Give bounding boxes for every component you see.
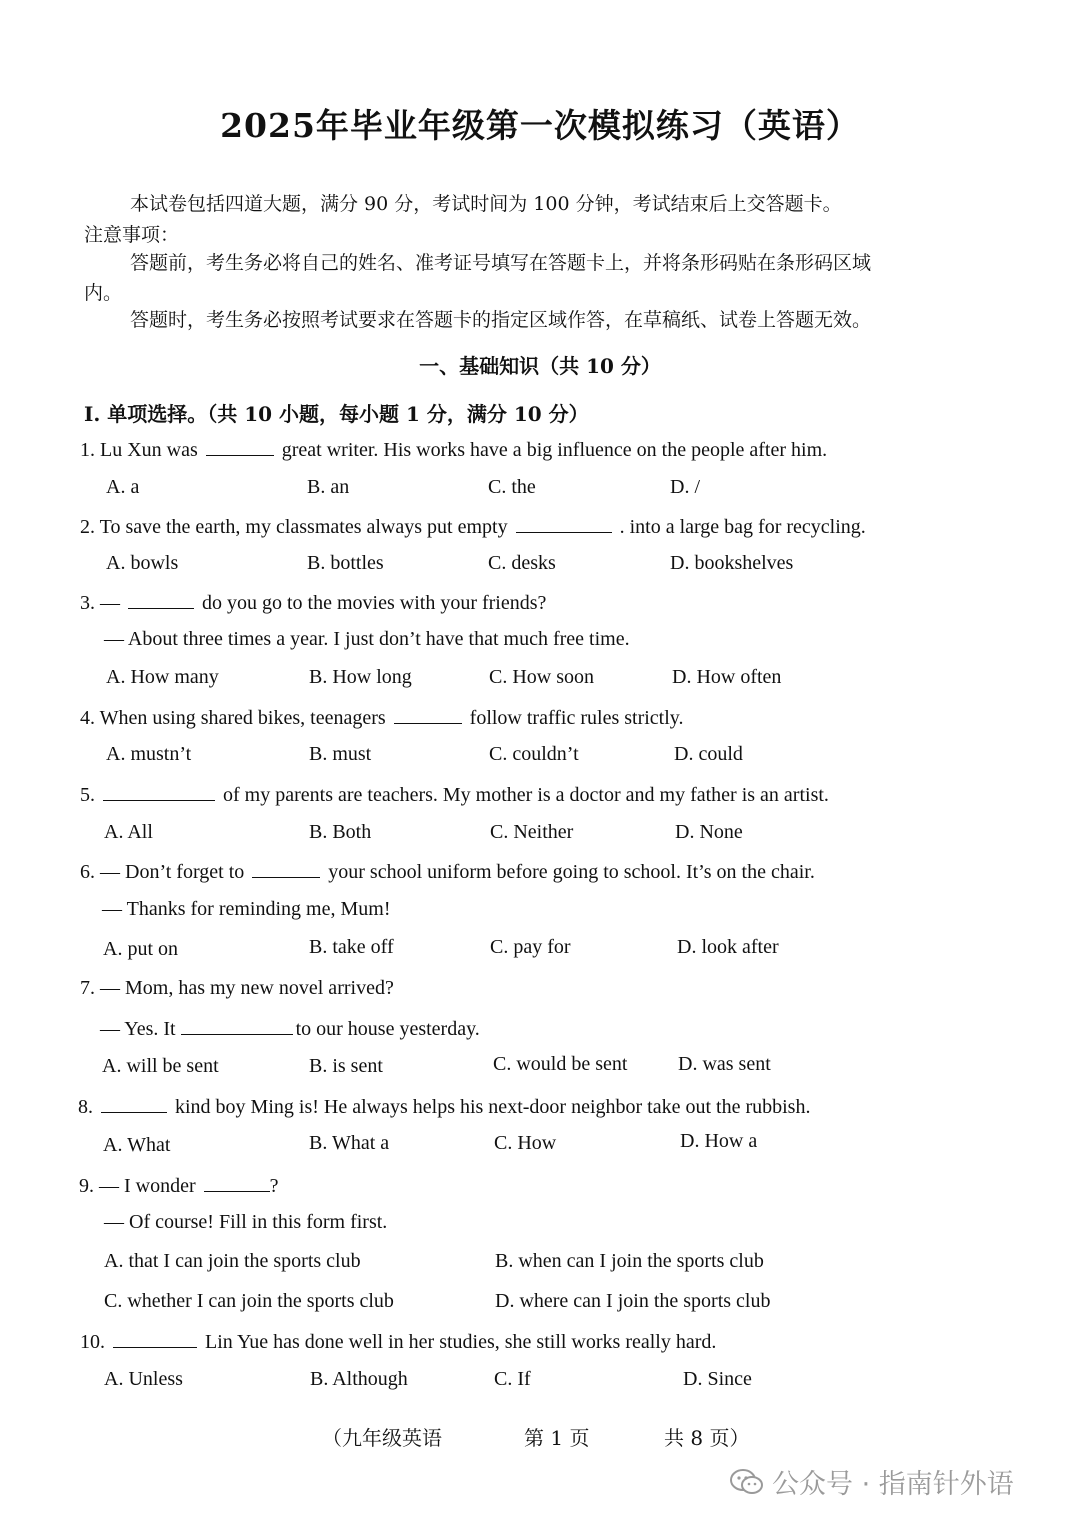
answer-blank: [206, 437, 274, 456]
question-9: [79, 1173, 279, 1198]
question-text: 6. — Don’t forget to: [80, 861, 245, 883]
option-a: A. mustn’t: [106, 743, 192, 765]
answer-blank: [113, 1329, 197, 1348]
option-a: A. a: [106, 476, 140, 498]
wechat-icon: [730, 1468, 764, 1496]
question-text: 10.: [80, 1331, 105, 1353]
answer-blank: [252, 859, 320, 878]
option-d: D. Since: [683, 1368, 752, 1390]
question-text: 5.: [80, 784, 95, 806]
footer-page-number: 第 1 页: [524, 1426, 590, 1450]
intro-line-3: 答题时，考生务必按照考试要求在答题卡的指定区域作答，在草稿纸、试卷上答题无效。: [130, 309, 872, 331]
answer-blank: [394, 705, 462, 724]
question-text: of my parents are teachers. My mother is a doctor and my father is an artist.: [223, 784, 829, 806]
question-text: . into a large bag for recycling.: [619, 516, 866, 538]
option-b: B. must: [309, 743, 372, 765]
option-d: D. bookshelves: [670, 552, 794, 574]
question-8: [78, 1094, 810, 1119]
intro-line-1: 本试卷包括四道大题，满分 90 分，考试时间为 100 分钟，考试结束后上交答题卡。: [130, 193, 842, 215]
option-b: B. take off: [309, 936, 394, 958]
option-a: A. What: [103, 1134, 171, 1156]
option-b: B. is sent: [309, 1055, 383, 1077]
option-d: D. How often: [672, 666, 782, 688]
option-b: B. an: [307, 476, 350, 498]
option-d: D. How a: [680, 1130, 758, 1152]
question-text: great writer. His works have a big influence on the people after him.: [281, 439, 828, 461]
question-1: [80, 437, 827, 462]
option-c: C. How: [494, 1132, 557, 1154]
question-text: ?: [269, 1175, 279, 1197]
question-text: your school uniform before going to school. It’s on the chair.: [328, 861, 815, 883]
option-d: D. was sent: [678, 1053, 771, 1075]
option-b: B. bottles: [307, 552, 384, 574]
question-text: 1. Lu Xun was: [80, 439, 198, 461]
footer-page-total: 共 8 页）: [664, 1426, 750, 1450]
question-text: do you go to the movies with your friends?: [202, 592, 547, 614]
answer-blank: [103, 782, 215, 801]
question-2: [80, 514, 866, 539]
option-a: A. bowls: [106, 552, 179, 574]
question-text: 4. When using shared bikes, teenagers: [80, 707, 386, 729]
reply-line: — Of course! Fill in this form first.: [104, 1211, 388, 1233]
footer-subject: （九年级英语: [322, 1426, 442, 1450]
option-d: D. None: [675, 821, 743, 843]
option-c: C. the: [488, 476, 536, 498]
question-text: kind boy Ming is! He always helps his next-door neighbor take out the rubbish.: [175, 1096, 811, 1118]
option-a: A. put on: [103, 938, 178, 960]
question-text: 3. —: [80, 592, 120, 614]
question-text: 9. — I wonder: [79, 1175, 196, 1197]
option-b: B. when can I join the sports club: [495, 1250, 764, 1272]
option-d: D. could: [674, 743, 743, 765]
answer-blank: [204, 1173, 270, 1192]
question-7: 7. — Mom, has my new novel arrived?: [80, 977, 394, 999]
reply-text: — Yes. It: [100, 1018, 176, 1040]
watermark: [730, 1462, 1014, 1501]
part-heading: I. 单项选择。（共 10 小题，每小题 1 分，满分 10 分）: [84, 402, 589, 426]
reply-line: [100, 1016, 480, 1041]
answer-blank: [128, 590, 194, 609]
option-c: C. How soon: [489, 666, 595, 688]
question-6: [80, 859, 815, 884]
reply-line: — About three times a year. I just don’t have that much free time.: [104, 628, 630, 650]
option-d: D. /: [670, 476, 700, 498]
option-a: A. that I can join the sports club: [104, 1250, 361, 1272]
watermark-text: 公众号 · 指南针外语: [772, 1469, 1014, 1500]
option-b: B. Although: [310, 1368, 408, 1390]
answer-blank: [516, 514, 612, 533]
question-5: [80, 782, 829, 807]
option-c: C. desks: [488, 552, 556, 574]
question-3: [80, 590, 546, 615]
intro-line-2: 答题前，考生务必将自己的姓名、准考证号填写在答题卡上，并将条形码贴在条形码区域: [130, 252, 872, 274]
reply-text: to our house yesterday.: [295, 1018, 480, 1040]
question-text: Lin Yue has done well in her studies, she still works really hard.: [205, 1331, 717, 1353]
option-b: B. What a: [309, 1132, 390, 1154]
question-10: [80, 1329, 716, 1354]
question-4: [80, 705, 683, 730]
reply-line: — Thanks for reminding me, Mum!: [102, 898, 391, 920]
option-a: A. All: [104, 821, 153, 843]
intro-line-2b: 内。: [84, 282, 123, 304]
option-c: C. pay for: [490, 936, 571, 958]
answer-blank: [181, 1016, 293, 1035]
option-b: B. Both: [309, 821, 372, 843]
page-title: 2025年毕业年级第一次模拟练习（英语）: [220, 106, 860, 145]
option-a: A. Unless: [104, 1368, 183, 1390]
answer-blank: [101, 1094, 167, 1113]
option-c: C. Neither: [490, 821, 574, 843]
question-text: 2. To save the earth, my classmates always put empty: [80, 516, 508, 538]
option-c: C. If: [494, 1368, 531, 1390]
option-d: D. look after: [677, 936, 779, 958]
section-heading: 一、基础知识（共 10 分）: [419, 354, 661, 378]
question-text: 8.: [78, 1096, 93, 1118]
option-b: B. How long: [309, 666, 412, 688]
question-text: follow traffic rules strictly.: [469, 707, 684, 729]
notice-label: 注意事项：: [84, 224, 180, 246]
option-c: C. couldn’t: [489, 743, 579, 765]
option-c: C. whether I can join the sports club: [104, 1290, 394, 1312]
option-c: C. would be sent: [493, 1053, 628, 1075]
option-a: A. will be sent: [102, 1055, 219, 1077]
option-d: D. where can I join the sports club: [495, 1290, 771, 1312]
option-a: A. How many: [106, 666, 219, 688]
